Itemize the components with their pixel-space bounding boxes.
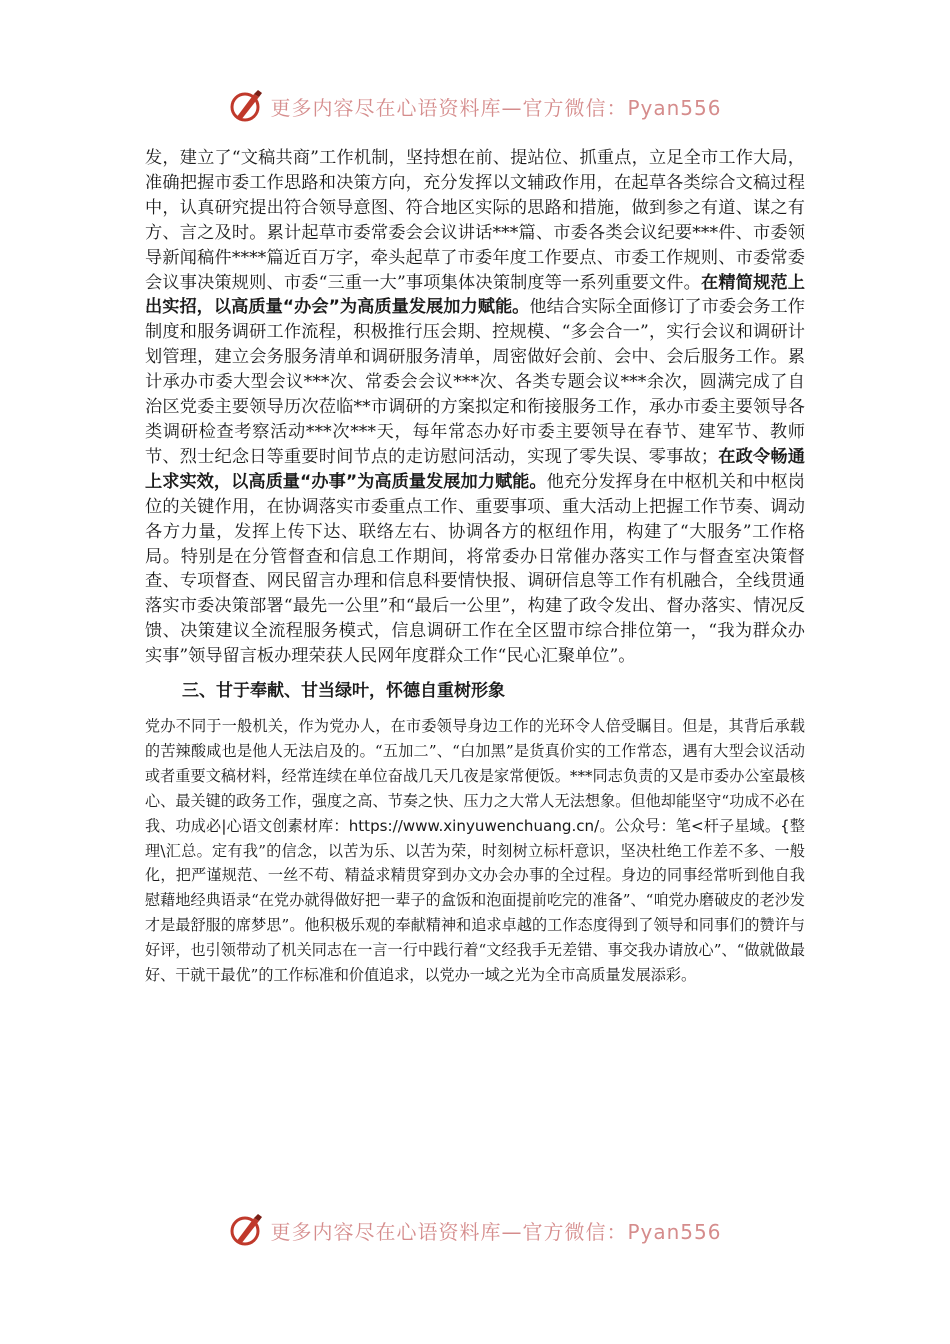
para-line-6: 市委年度工作要点、市委工作规则、市委常委会议事决策规则、市委“三重一	[145, 247, 805, 293]
para-line-4: 措施，做到参之有道、谋之有方、言之及时。累计起草市委常委会会议讲话***	[145, 197, 805, 243]
pen-logo-icon	[228, 1212, 264, 1248]
bold-point-meetings: 在精简规范上出实招，以高质量“办会”为高质量发展加力赋能。	[145, 272, 805, 318]
para-line-2: 工作大局，准确把握市委工作思路和决策方向，充分发挥以文辅政作用，在起	[145, 148, 805, 193]
para-line-5: 篇、市委各类会议纪要***件、市委领导新闻稿件****篇近百万字，牵头起草了	[145, 222, 805, 268]
para-line-3: 草各类综合文稿过程中，认真研究提出符合领导意图、符合地区实际的思路和	[145, 172, 805, 218]
watermark-inline-text: |心语文创素材库：https://www.xinyuwenchuang.cn/。公众号：笔<杆子星域。{整理\汇总。	[145, 816, 805, 860]
section2-paragraph	[145, 146, 805, 669]
banner-text: 更多内容尽在心语资料库—官方微信：Pyan556	[270, 95, 722, 120]
para-line-7: 大”事项集体决策制度等一系列重要文件。	[379, 272, 701, 293]
affairs-text: 他充分发挥身在中枢机关和中枢岗位的关键作用，在协调落实市委重点工作、重要事项、重大活动上把握工作节奏、调动各方力量，发挥上传下达、联络左右、协调各方的枢纽作用，构建了“大服务”工作格局。特别是在分管督查和信息工作期间，将常委办日常催办落实工作与督查室决策督查、专项督查、网民留言办理和信息科要情快报、调研信息等工作有机融合，全线贯通落实市委决策部署“最先一公里”和“最后一公里”，构建了政令发出、督办落实、情况反馈、决策建议全流程服务模式，信息调研工作在全区盟市综合排位第一，“我为群众办实事”领导留言板办理荣获人民网年度群众工作“民心汇聚单位”。	[145, 471, 805, 667]
banner-text: 更多内容尽在心语资料库—官方微信：Pyan556	[270, 1219, 722, 1244]
dedication-text-1: 党办不同于一般机关，作为党办人，在市委领导身边工作的光环令人倍受瞩目。但是，其背后承载的苦辣酸咸也是他人无法启及的。“五加二”、“白加黑”是货真价实的工作常态，遇有大型会议活动或者重要文稿材料，经常连续在单位奋战几天几夜是家常便饭。***同志负责的又是市委办公室最核心、最关键的政务工作，强度之高、节奏之快、压力之大常人无法想象。但他却能坚守“功成不必在我、功成必	[145, 717, 805, 835]
para-line-1: 发，建立了“文稿共商”工作机制，坚持想在前、提站位、抓重点，立足全市	[145, 148, 719, 168]
section3-paragraph	[145, 714, 805, 988]
meetings-text: 他结合实际全面修订了市委会务工作制度和服务调研工作流程，积极推行压会期、控规模、“多会合一”，实行会议和调研计划管理，建立会务服务清单和调研服务清单，周密做好会前、会中、会后服务工作。累计承办市委大型会议***次、常委会会议***次、各类专题会议***余次，圆满完成了自治区党委主要领导历次莅临**市调研的方案拟定和衔接服务工作，承办市委主要领导各类调研检查考察活动***次***天，每年常态办好市委主要领导在春节、建军节、教师节、烈士纪念日等重要时间节点的走访慰问活动，实现了零失误、零事故；	[145, 297, 805, 467]
pen-logo-icon	[228, 88, 264, 124]
section3-heading: 三、甘于奉献、甘当绿叶，怀德自重树形象	[182, 681, 505, 702]
footer-banner	[0, 1208, 950, 1252]
dedication-text-2: 定有我”的信念，以苦为乐、以苦为荣，时刻树立标杆意识，坚决杜绝工作差不多、一般化，把严谨规范、一丝不苟、精益求精贯穿到办文办会办事的全过程。身边的同事经常听到他自我慰藉地经典语录“在党办就得做好把一辈子的盒饭和泡面提前吃完的准备”、“咱党办磨破皮的老沙发才是最舒服的席梦思”。他积极乐观的奉献精神和追求卓越的工作态度得到了领导和同事们的赞许与好评，也引领带动了机关同志在一言一行中践行着“文经我手无差错、事交我办请放心”、“做就做最好、干就干最优”的工作标准和价值追求，以党办一域之光为全市高质量发展添彩。	[145, 841, 806, 985]
bold-point-affairs: 在政令畅通上求实效，以高质量“办事”为高质量发展加力赋能。	[145, 446, 805, 492]
header-banner	[0, 84, 950, 128]
document-body	[145, 146, 805, 988]
